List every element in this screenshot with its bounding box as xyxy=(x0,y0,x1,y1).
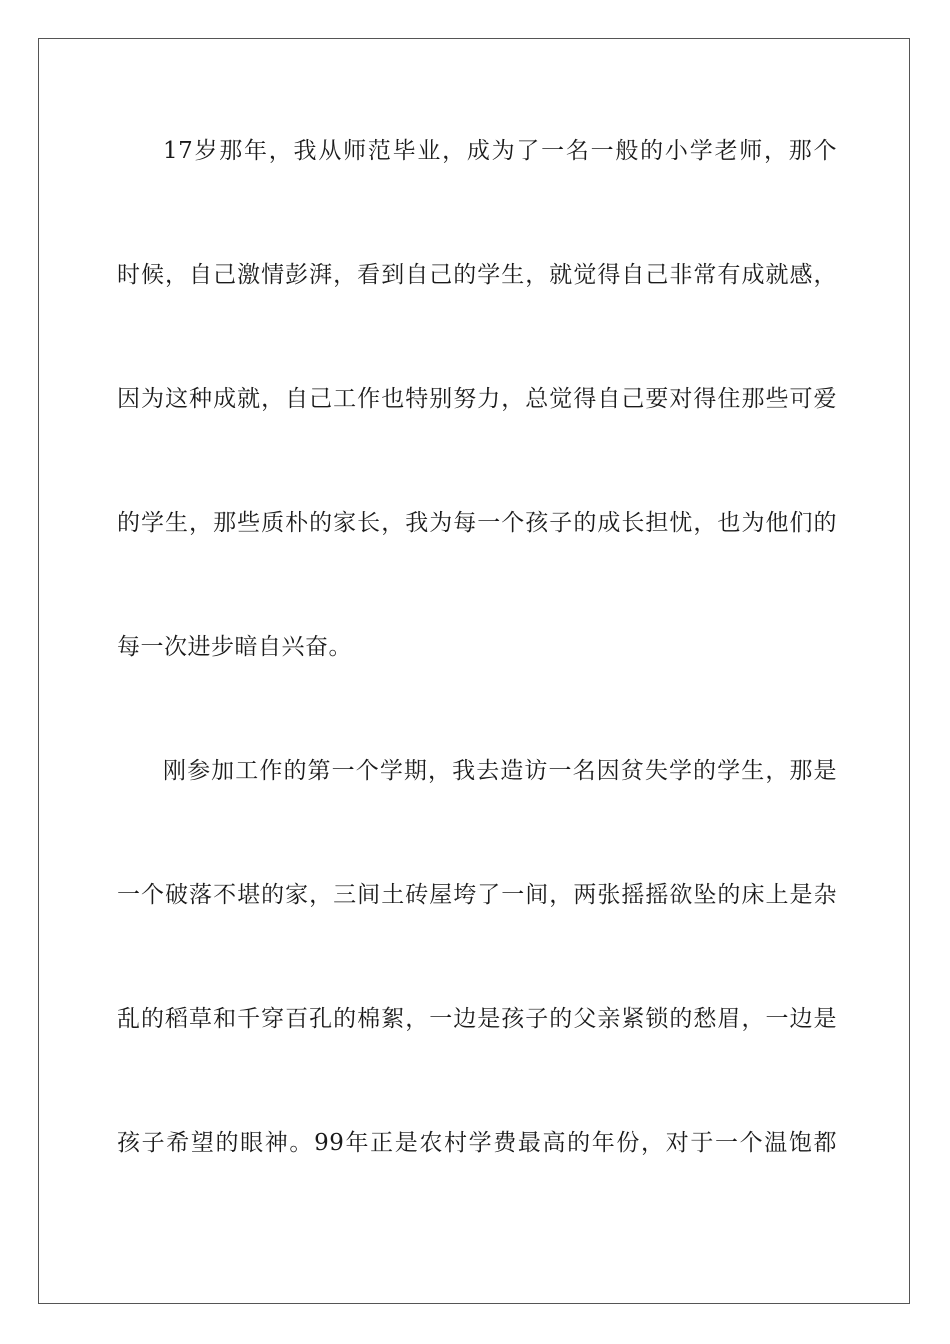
text-line: 的学生，那些质朴的家长，我为每一个孩子的成长担忧，也为他们的 xyxy=(117,510,837,536)
text-line: 因为这种成就，自己工作也特别努力，总觉得自己要对得住那些可爱 xyxy=(117,386,837,412)
text-line: 时候，自己激情彭湃，看到自己的学生，就觉得自己非常有成就感， xyxy=(117,262,837,288)
text-line: 刚参加工作的第一个学期，我去造访一名因贫失学的学生，那是 xyxy=(163,758,837,784)
page-border xyxy=(38,38,910,1304)
text-line: 一个破落不堪的家，三间土砖屋垮了一间，两张摇摇欲坠的床上是杂 xyxy=(117,882,837,908)
text-line: 每一次进步暗自兴奋。 xyxy=(117,634,352,660)
text-line: 乱的稻草和千穿百孔的棉絮，一边是孩子的父亲紧锁的愁眉，一边是 xyxy=(117,1006,837,1032)
text-line: 17岁那年，我从师范毕业，成为了一名一般的小学老师，那个 xyxy=(163,138,837,164)
text-line: 孩子希望的眼神。99年正是农村学费最高的年份，对于一个温饱都 xyxy=(117,1130,837,1156)
